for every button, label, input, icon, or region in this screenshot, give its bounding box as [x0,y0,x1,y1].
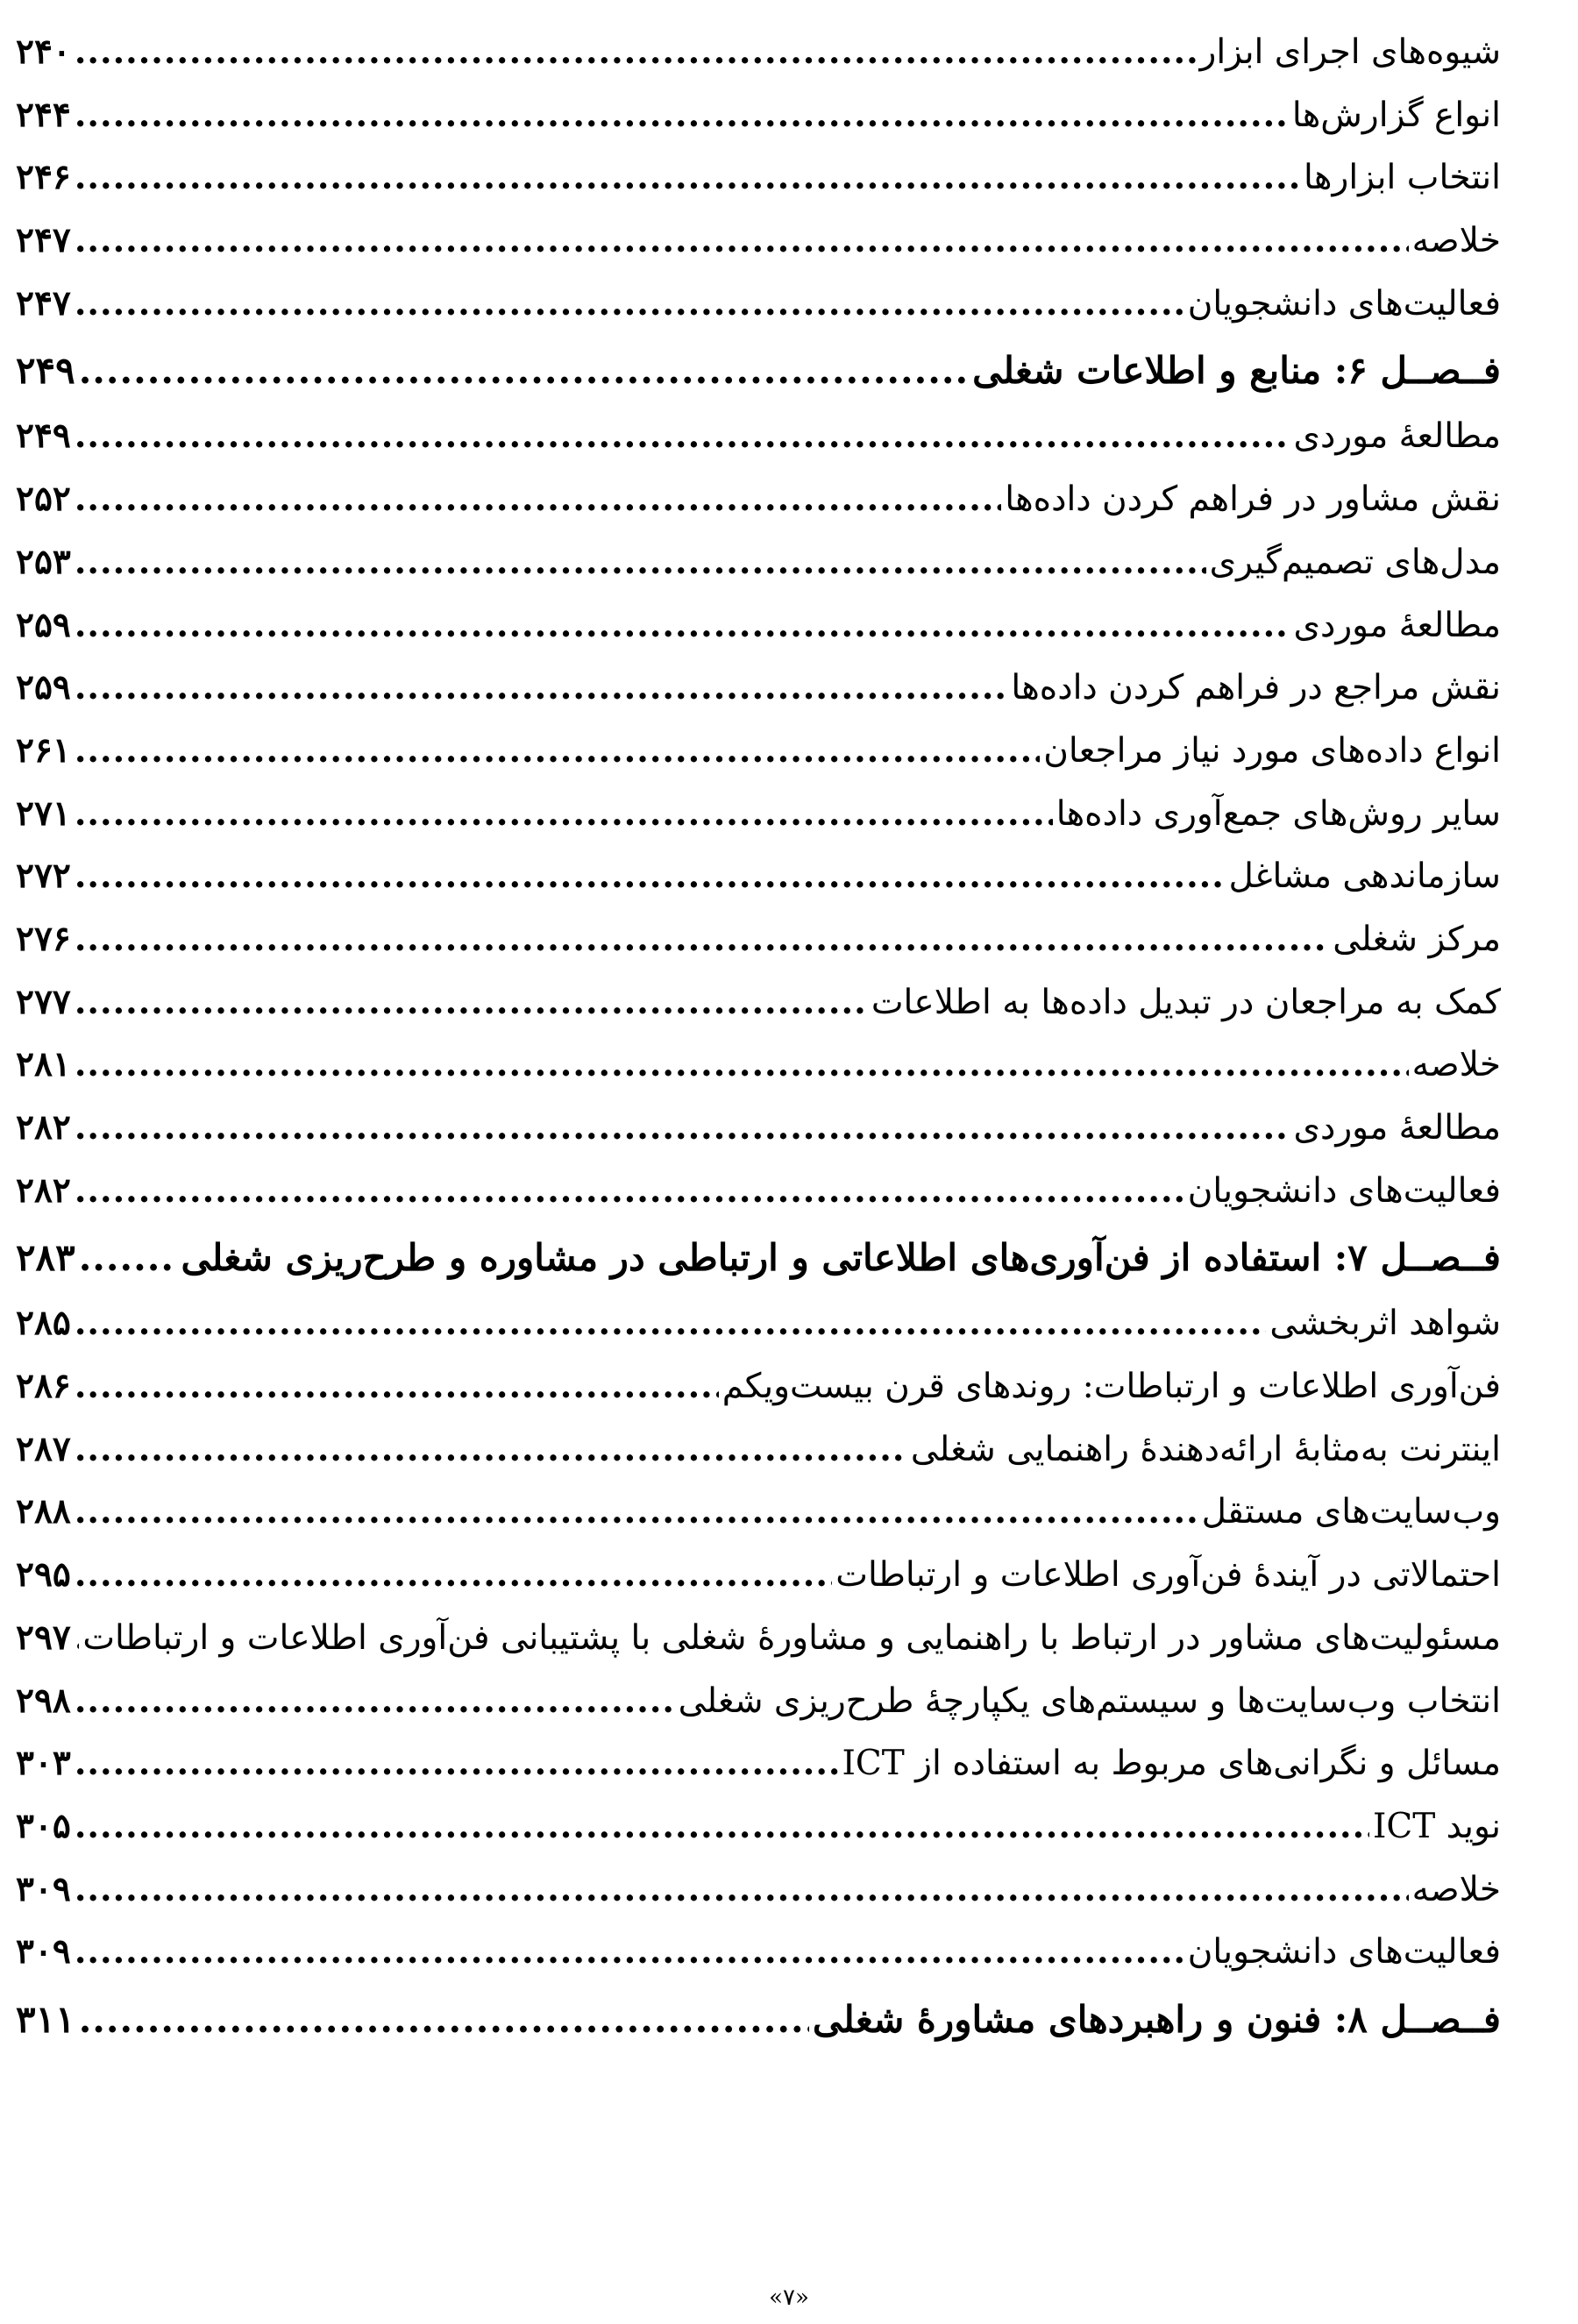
toc-entry-row [16,1542,1501,1605]
entry-title: وب‌سایت‌های مستقل [1201,1492,1501,1532]
dot-leader [75,220,1409,260]
dot-leader [75,416,1290,456]
dot-leader [75,1681,675,1721]
toc-entry-row [16,1857,1501,1920]
entry-title: خلاصه [1411,1045,1501,1085]
dot-leader [75,1806,1369,1846]
toc-entry-row [16,82,1501,146]
table-of-contents [16,19,1501,2052]
dot-leader [75,1170,1184,1211]
entry-title: شواهد اثربخشی [1269,1304,1501,1344]
page-ref: ۲۴۷ [16,282,71,323]
toc-chapter-row [16,1220,1501,1290]
page-ref: ۳۱۱ [16,1997,75,2041]
entry-title: فعالیت‌های دانشجویان [1187,1932,1501,1972]
entry-title: مطالعۀ موردی [1293,1108,1501,1148]
toc-entry-row [16,1095,1501,1158]
page-ref: ۲۷۲ [16,856,71,897]
chapter-title: فــصــل ۶: منابع و اطلاعات شغلی [972,349,1501,393]
dot-leader [75,856,1226,896]
entry-title: خلاصه [1411,1869,1501,1909]
dot-leader [75,1617,80,1658]
toc-entry-row [16,145,1501,208]
toc-entry-row [16,529,1501,593]
entry-title: نوید ICT [1373,1806,1501,1846]
entry-title: مدل‌های تصمیم‌گیری [1209,542,1501,582]
page-ref: ۲۵۹ [16,667,71,708]
toc-entry-row [16,1158,1501,1221]
chapter-title: فــصــل ۷: استفاده از فن‌آوری‌های اطلاعاتی و ارتباطی در مشاوره و طرح‌ریزی شغلی [181,1236,1501,1280]
entry-title: سازماندهی مشاغل [1228,856,1501,897]
dot-leader [75,667,1007,707]
dot-leader [79,349,969,392]
page-ref: ۲۷۶ [16,918,71,959]
toc-entry-row [16,843,1501,906]
toc-entry-row [16,906,1501,970]
dot-leader [75,1044,1409,1084]
chapter-title: فــصــل ۸: فنون و راهبردهای مشاورۀ شغلی [812,1997,1501,2041]
toc-entry-row [16,1290,1501,1354]
dot-leader [75,283,1184,323]
page-ref: ۲۸۳ [16,1236,75,1280]
dot-leader [75,32,1197,72]
dot-leader [75,1429,907,1469]
toc-chapter-row [16,1982,1501,2052]
entry-title: نقش مراجع در فراهم کردن داده‌ها [1011,668,1501,708]
page-ref: ۲۵۳ [16,541,71,582]
entry-title: فعالیت‌های دانشجویان [1187,283,1501,323]
page-ref: ۲۸۶ [16,1366,71,1407]
page-ref: ۲۹۷ [16,1617,71,1658]
toc-entry-row [16,655,1501,718]
page-ref: ۲۸۵ [16,1303,71,1344]
page-ref: ۲۸۲ [16,1107,71,1148]
dot-leader [75,157,1300,197]
page-ref: ۳۰۳ [16,1743,71,1784]
page-ref: ۲۸۷ [16,1428,71,1469]
toc-entry-row [16,1919,1501,1982]
toc-entry-row [16,208,1501,271]
page-ref: ۲۹۵ [16,1554,71,1596]
dot-leader [79,1236,178,1279]
page-ref: ۲۸۲ [16,1169,71,1211]
page-ref: ۲۸۸ [16,1491,71,1532]
toc-entry-row [16,781,1501,844]
dot-leader [75,1869,1409,1909]
page-ref: ۳۰۹ [16,1868,71,1909]
toc-entry-row [16,970,1501,1033]
page-ref: ۲۴۹ [16,349,75,393]
dot-leader [75,793,1053,834]
dot-leader [75,1743,839,1783]
page-ref: ۲۴۹ [16,416,71,457]
dot-leader [75,542,1206,582]
page-ref: ۲۸۱ [16,1044,71,1085]
toc-entry-row [16,1668,1501,1731]
dot-leader [75,1107,1290,1148]
entry-title: مطالعۀ موردی [1293,605,1501,645]
toc-entry-row [16,19,1501,82]
toc-entry-row [16,1605,1501,1668]
page-ref: ۲۵۲ [16,479,71,520]
dot-leader [75,605,1290,645]
dot-leader [75,730,1040,771]
toc-entry-row [16,1794,1501,1857]
entry-title: مسائل و نگرانی‌های مربوط به استفاده از ICT [842,1744,1501,1784]
toc-entry-row [16,271,1501,334]
entry-title: نقش مشاور در فراهم کردن داده‌ها [1005,480,1501,520]
entry-title: کمک به مراجعان در تبدیل داده‌ها به اطلاعات [871,982,1501,1022]
toc-entry-row [16,718,1501,781]
toc-entry-row [16,1479,1501,1542]
entry-title: شیوه‌های اجرای ابزار [1199,32,1501,72]
entry-title: فعالیت‌های دانشجویان [1187,1170,1501,1211]
toc-chapter-row [16,333,1501,403]
page-ref: ۲۴۴ [16,94,71,135]
entry-title: انواع داده‌های مورد نیاز مراجعان [1043,730,1501,771]
entry-title: مسئولیت‌های مشاور در ارتباط با راهنمایی و مشاورۀ شغلی با پشتیبانی فن‌آوری اطلاعات و ارتباطات [82,1617,1501,1658]
toc-entry-row [16,1032,1501,1095]
entry-title: مطالعۀ موردی [1293,416,1501,457]
page-ref: ۲۷۱ [16,792,71,834]
entry-title: اینترنت به‌مثابۀ ارائه‌دهندۀ راهنمایی شغلی [910,1429,1501,1469]
page-ref: ۲۷۷ [16,981,71,1022]
page-ref: ۳۰۹ [16,1931,71,1972]
toc-entry-row [16,1417,1501,1480]
entry-title: انتخاب وب‌سایت‌ها و سیستم‌های یکپارچۀ طرح‌ریزی شغلی [678,1681,1501,1721]
toc-entry-row [16,593,1501,656]
dot-leader [75,1491,1198,1532]
page-ref: ۲۴۰ [16,32,71,72]
toc-entry-row [16,1354,1501,1417]
dot-leader [75,1554,832,1595]
toc-entry-row [16,1731,1501,1794]
toc-entry-row [16,403,1501,466]
entry-title: انواع گزارش‌ها [1291,95,1501,135]
entry-title: احتمالاتی در آیندۀ فن‌آوری اطلاعات و ارتباطات [835,1555,1501,1596]
entry-title: خلاصه [1411,221,1501,261]
entry-title: انتخاب ابزارها [1304,158,1501,198]
page-number: «۷» [769,2285,809,2311]
page-ref: ۲۴۶ [16,157,71,198]
dot-leader [75,479,1001,519]
page-ref: ۲۹۸ [16,1680,71,1721]
page-ref: ۳۰۵ [16,1805,71,1846]
dot-leader [75,919,1329,959]
dot-leader [75,1931,1184,1972]
dot-leader [75,982,868,1022]
dot-leader [75,95,1289,135]
entry-title: سایر روش‌های جمع‌آوری داده‌ها [1056,793,1501,834]
dot-leader [75,1303,1267,1343]
page-ref: ۲۴۷ [16,220,71,261]
entry-title: مرکز شغلی [1333,919,1501,959]
entry-title: فن‌آوری اطلاعات و ارتباطات: روندهای قرن بیست‌ویکم [721,1367,1501,1407]
toc-entry-row [16,466,1501,529]
dot-leader [79,1998,809,2041]
page-ref: ۲۵۹ [16,604,71,645]
dot-leader [75,1366,719,1406]
page-ref: ۲۶۱ [16,729,71,771]
